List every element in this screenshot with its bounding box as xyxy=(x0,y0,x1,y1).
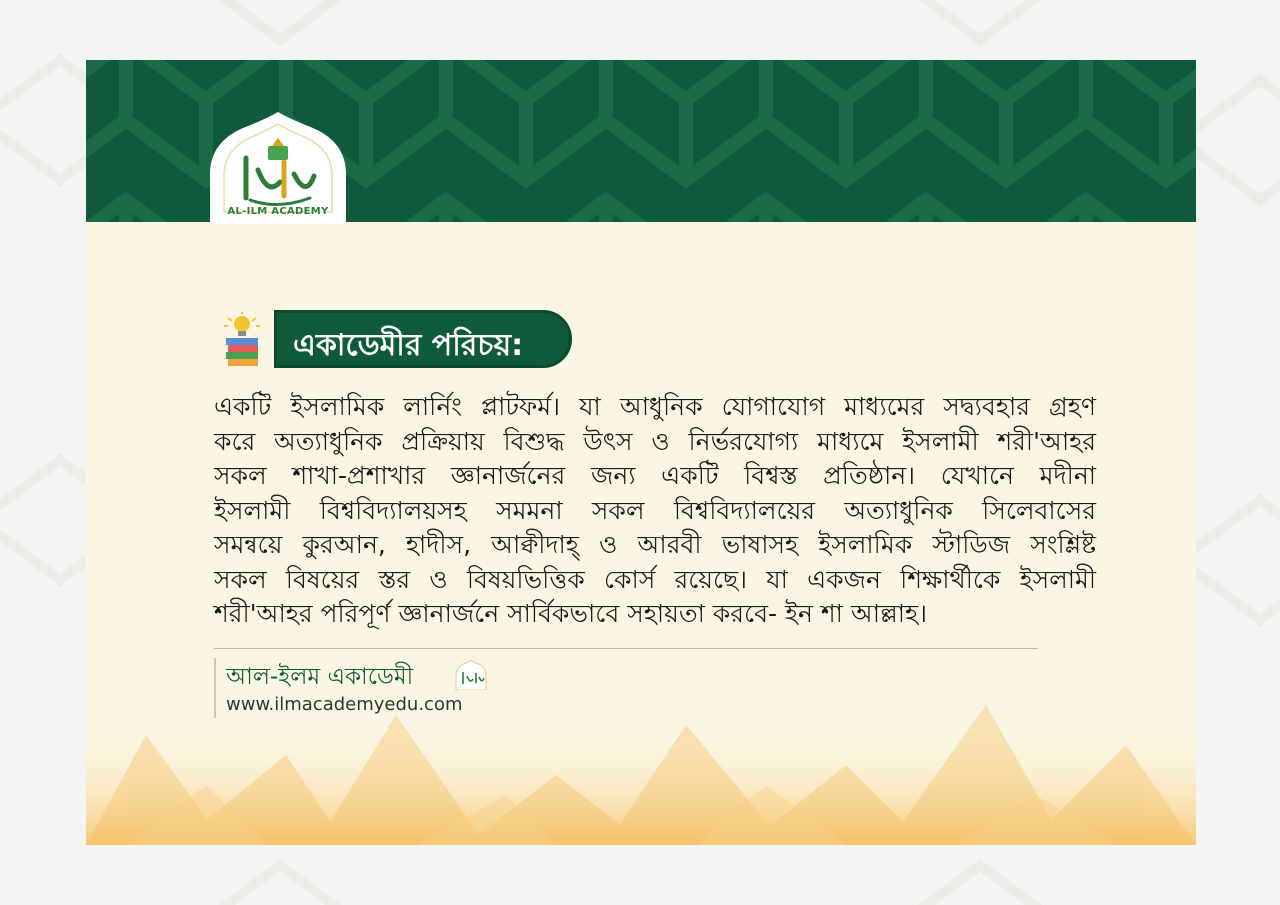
paragraph-line: সমন্বয়ে কুরআন, হাদীস, আক্বীদাহ্ ও আরবী ভাষাসহ ইসলামিক স্টাডিজ সংশ্লিষ্ট xyxy=(214,530,1096,559)
section-heading xyxy=(220,308,580,370)
footer-website-link[interactable]: www.ilmacademyedu.com xyxy=(226,694,463,715)
paragraph-line: করে অত্যাধুনিক প্রক্রিয়ায় বিশুদ্ধ উৎস ও নির্ভরযোগ্য মাধ্যমে ইসলামী শরী'আহর xyxy=(214,426,1096,456)
bottom-decoration xyxy=(86,685,1196,845)
section-title: একাডেমীর পরিচয়: xyxy=(293,328,524,363)
logo-caption: AL-ILM ACADEMY xyxy=(227,206,329,217)
paragraph-line: সকল বিষয়ের স্তর ও বিষয়ভিত্তিক কোর্স রয়েছে। যা একজন শিক্ষার্থীকে ইসলামী xyxy=(214,564,1096,594)
intro-card xyxy=(86,60,1196,845)
footer-academy-name: আল-ইলম একাডেমী xyxy=(226,664,414,690)
intro-paragraph xyxy=(214,390,1096,632)
al-ilm-academy-logo xyxy=(210,112,346,224)
footer-divider xyxy=(214,648,1038,649)
paragraph-line: একটি ইসলামিক লার্নিং প্লাটফর্ম। যা আধুনিক যোগাযোগ মাধ্যমের সদ্ব্যবহার গ্রহণ xyxy=(214,392,1096,421)
section-title-pill xyxy=(274,310,572,368)
bulb-books-icon xyxy=(220,312,264,368)
paragraph-line: ইসলামী বিশ্ববিদ্যালয়সহ সমমনা সকল বিশ্ববিদ্যালয়ের অত্যাধুনিক সিলেবাসের xyxy=(214,495,1096,525)
paragraph-line: সকল শাখা-প্রশাখার জ্ঞানার্জনের জন্য একটি বিশ্বস্ত প্রতিষ্ঠান। যেখানে মদীনা xyxy=(214,461,1096,490)
paragraph-line: শরী'আহর পরিপূর্ণ জ্ঞানার্জনে সার্বিকভাবে সহায়তা করবে- ইন শা আল্লাহ। xyxy=(214,599,928,628)
